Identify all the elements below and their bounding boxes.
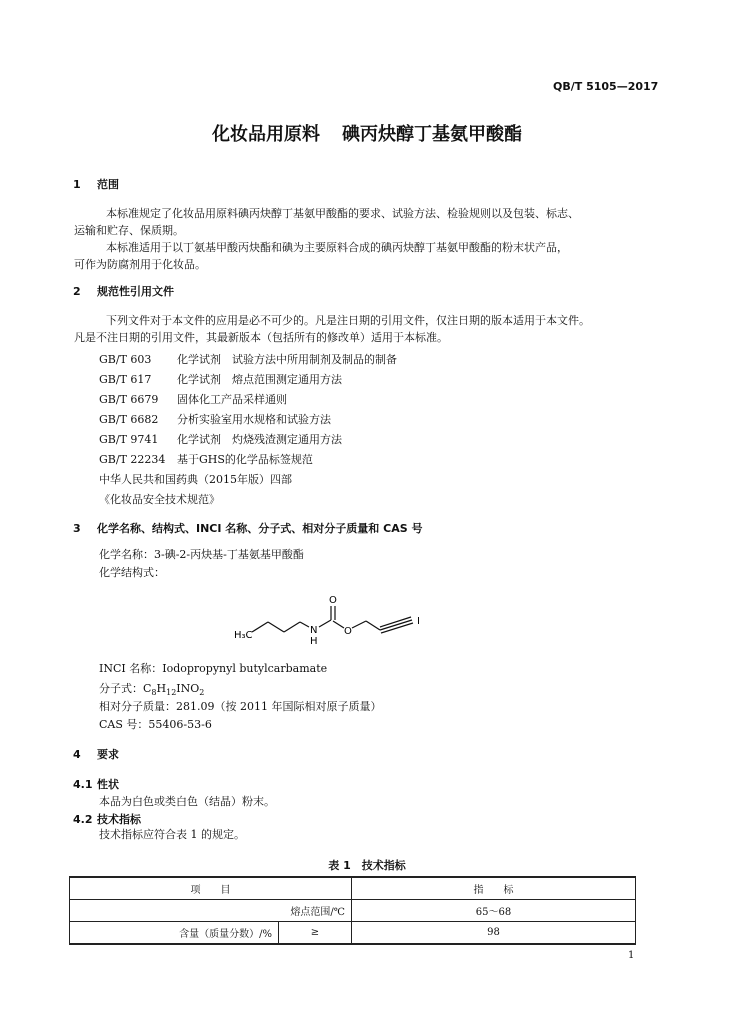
section-title: 技术指标 [97,813,141,826]
row-item: 含量（质量分数）/% [70,922,279,945]
reference-item [99,411,331,427]
section-title: 性状 [97,778,119,791]
reference-title: 化学试剂 熔点范围测定通用方法 [177,373,342,386]
document-title [0,120,734,146]
chemical-name: 化学名称：3-碘-2-丙炔基-丁基氨基甲酸酯 [99,548,304,561]
bond [252,622,268,632]
section-4-2-heading [73,811,141,827]
section-title: 范围 [97,178,119,191]
molecular-mass: 相对分子质量：281.09（按 2011 年国际相对原子质量） [99,700,382,713]
cas-number: CAS 号：55406-53-6 [99,718,212,731]
section-4-1-heading [73,776,119,792]
s2-para-line1: 下列文件对于本文件的应用是必不可少的。凡是注日期的引用文件，仅注日期的版本适用于本文件。 [106,314,590,327]
reference-code: GB/T 617 [99,373,152,386]
s1-para1-line1: 本标准规定了化妆品用原料碘丙炔醇丁基氨甲酸酯的要求、试验方法、检验规则以及包装、标志、 [106,207,579,220]
table-row [70,900,636,922]
row-item: 熔点范围/℃ [70,900,352,922]
reference-item [99,371,342,387]
bond [352,621,366,628]
row-value: 98 [352,922,636,945]
standard-number: QB/T 5105—2017 [553,80,659,93]
formula-o-count: 2 [199,688,205,698]
structure-label: 化学结构式： [99,566,165,579]
formula-label: 分子式： [99,682,143,695]
reference-code: GB/T 9741 [99,433,159,446]
section-number: 4 [73,748,81,761]
reference-title: 基于GHS的化学品标签规范 [177,453,313,466]
table-header-row [70,877,636,900]
header-value: 指 标 [352,877,636,900]
title-part-2: 碘丙炔醇丁基氨甲酸酯 [342,124,522,145]
carbonyl-oxygen-label: O [329,595,337,606]
row-value: 65～68 [352,900,636,922]
table-caption: 表 1 技术指标 [328,859,406,872]
section-title: 要求 [97,748,119,761]
formula-h: H [156,682,167,695]
reference-title: 化学试剂 灼烧残渣测定通用方法 [177,433,342,446]
section-2-heading [73,283,174,299]
ester-oxygen-label: O [344,626,352,637]
row-symbol: ≥ [279,922,352,945]
s1-para2-line2: 可作为防腐剂用于化妆品。 [74,258,206,271]
s1-para2-line1: 本标准适用于以丁氨基甲酸丙炔酯和碘为主要原料合成的碘丙炔醇丁基氨甲酸酯的粉末状产品， [106,241,568,254]
bond [284,622,300,632]
section-number: 3 [73,522,81,535]
section-title: 规范性引用文件 [97,285,174,298]
spec-intro-text: 技术指标应符合表 1 的规定。 [99,828,245,841]
formula-rest: INO [176,682,200,695]
title-part-1: 化妆品用原料 [212,124,320,145]
reference-item [99,351,397,367]
methyl-label: H₃C [234,630,253,641]
reference-title: 化学试剂 试验方法中所用制剂及制品的制备 [177,353,397,366]
bond [319,620,331,627]
reference-title: 固体化工产品采样通则 [177,393,287,406]
bond [366,621,380,630]
section-3-heading [73,520,422,536]
s1-para1-line2: 运输和贮存、保质期。 [74,224,184,237]
reference-title: 分析实验室用水规格和试验方法 [177,413,331,426]
page-number: 1 [628,950,635,961]
chemical-structure-diagram [220,590,440,650]
bond [333,621,344,628]
header-item: 项 目 [70,877,352,900]
reference-code: GB/T 22234 [99,453,166,466]
reference-item [99,391,287,407]
hydrogen-label: H [310,636,318,647]
reference-item [99,431,342,447]
section-4-heading [73,746,119,762]
iodine-label: I [417,616,420,627]
reference-code: GB/T 6682 [99,413,159,426]
reference-item: 中华人民共和国药典（2015年版）四部 [99,473,292,486]
reference-code: GB/T 603 [99,353,152,366]
formula-c: C [143,682,152,695]
inci-name: INCI 名称：Iodopropynyl butylcarbamate [99,662,328,675]
formula-c-count: 8 [151,688,157,698]
section-number: 4.2 [73,813,93,826]
reference-code: GB/T 6679 [99,393,159,406]
s2-para-line2: 凡是不注日期的引用文件，其最新版本（包括所有的修改单）适用于本标准。 [74,331,448,344]
table-row [70,922,636,945]
bond [268,622,284,632]
spec-table [69,876,636,945]
section-title: 化学名称、结构式、INCI 名称、分子式、相对分子质量和 CAS 号 [97,522,423,535]
nitrogen-label: N [310,625,318,636]
bond [300,622,309,627]
section-number: 2 [73,285,81,298]
reference-item [99,451,313,467]
formula-h-count: 12 [166,688,177,698]
appearance-text: 本品为白色或类白色（结晶）粉末。 [99,795,275,808]
reference-item: 《化妆品安全技术规范》 [99,493,220,506]
section-number: 4.1 [73,778,93,791]
section-number: 1 [73,178,81,191]
section-1-heading [73,176,119,192]
